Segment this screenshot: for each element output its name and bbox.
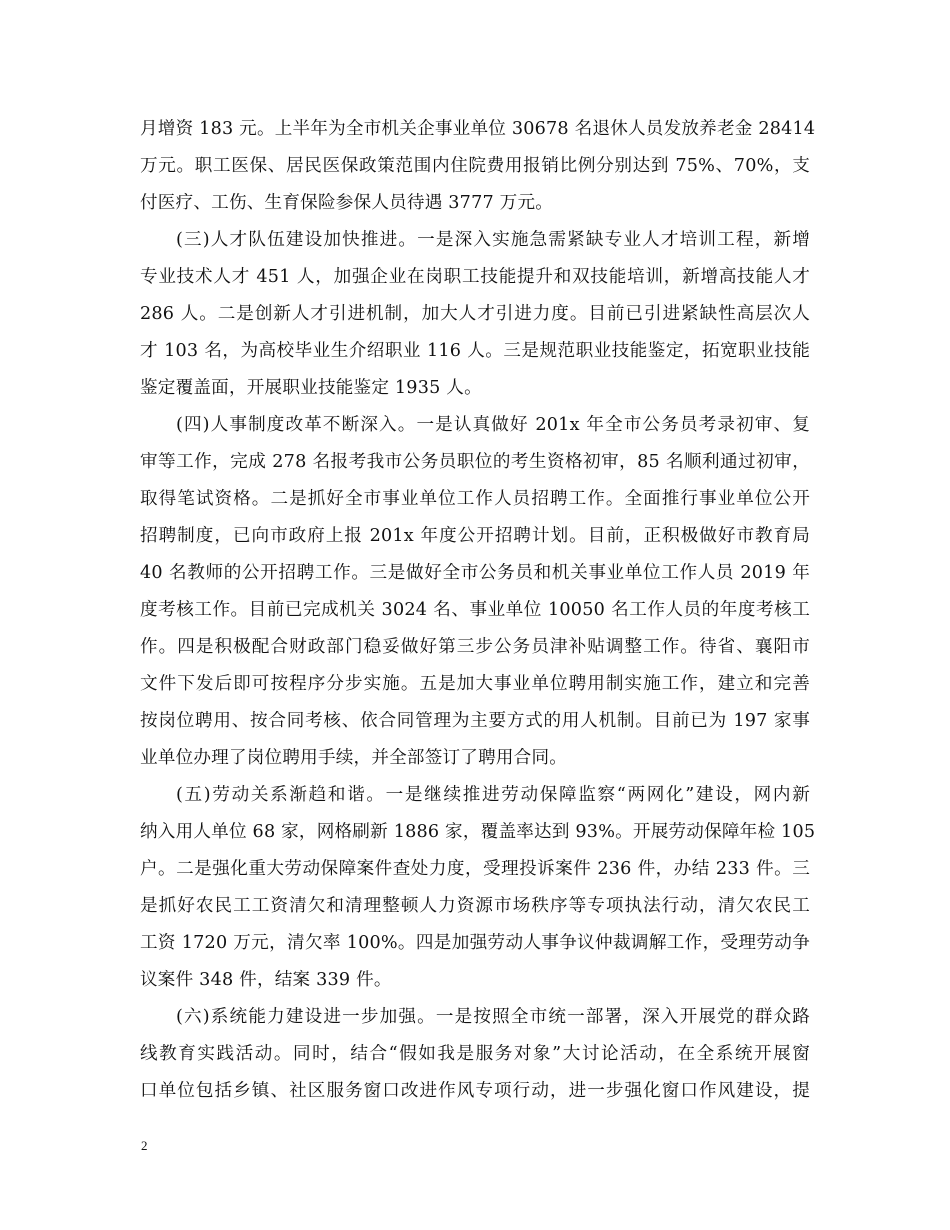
text-line: 万元。职工医保、居民医保政策范围内住院费用报销比例分别达到 75%、70%，支 [140,156,810,176]
text-line: 度考核工作。目前已完成机关 3024 名、事业单位 10050 名工作人员的年度考核工 [140,600,810,620]
text-line: 招聘制度，已向市政府上报 201x 年度公开招聘计划。目前，正积极做好市教育局 [140,526,810,546]
text-line: 按岗位聘用、按合同考核、依合同管理为主要方式的用人机制。目前已为 197 家事 [140,711,810,731]
text-line: 才 103 名，为高校毕业生介绍职业 116 人。三是规范职业技能鉴定，拓宽职业技能 [140,341,810,361]
text-line: 专业技术人才 451 人，加强企业在岗职工技能提升和双技能培训，新增高技能人才 [140,267,810,287]
text-line: 作。四是积极配合财政部门稳妥做好第三步公务员津补贴调整工作。待省、襄阳市 [140,637,810,657]
text-line: 取得笔试资格。二是抓好全市事业单位工作人员招聘工作。全面推行事业单位公开 [140,489,810,509]
text-line: 纳入用人单位 68 家，网格刷新 1886 家，覆盖率达到 93%。开展劳动保障年检 105 [140,822,816,842]
text-line: 文件下发后即可按程序分步实施。五是加大事业单位聘用制实施工作，建立和完善 [140,674,810,694]
text-line: 业单位办理了岗位聘用手续，并全部签订了聘用合同。 [140,748,568,768]
text-line: 是抓好农民工工资清欠和清理整顿人力资源市场秩序等专项执法行动，清欠农民工 [140,896,810,916]
paragraph-first-line: (四)人事制度改革不断深入。一是认真做好 201x 年全市公务员考录初审、复 [176,415,810,435]
text-line: 鉴定覆盖面，开展职业技能鉴定 1935 人。 [140,378,482,398]
page-number: 2 [141,1138,148,1153]
text-line: 工资 1720 万元，清欠率 100%。四是加强劳动人事争议仲裁调解工作，受理劳动争 [140,933,810,953]
text-line: 口单位包括乡镇、社区服务窗口改进作风专项行动，进一步强化窗口作风建设，提 [140,1081,810,1101]
text-line: 286 人。二是创新人才引进机制，加大人才引进力度。目前已引进紧缺性高层次人 [140,304,810,324]
paragraph-first-line: (三)人才队伍建设加快推进。一是深入实施急需紧缺专业人才培训工程，新增 [176,230,810,250]
text-line: 议案件 348 件，结案 339 件。 [140,970,392,990]
paragraph-first-line: (六)系统能力建设进一步加强。一是按照全市统一部署，深入开展党的群众路 [176,1007,810,1027]
text-line: 线教育实践活动。同时，结合“假如我是服务对象”大讨论活动，在全系统开展窗 [140,1044,810,1064]
text-line: 40 名教师的公开招聘工作。三是做好全市公务员和机关事业单位工作人员 2019 年 [140,563,810,583]
text-line: 户。二是强化重大劳动保障案件查处力度，受理投诉案件 236 件，办结 233 件。三 [140,859,810,879]
text-line: 付医疗、工伤、生育保险参保人员待遇 3777 万元。 [140,193,554,213]
text-line: 审等工作，完成 278 名报考我市公务员职位的考生资格初审，85 名顺利通过初审， [140,452,810,472]
text-line: 月增资 183 元。上半年为全市机关企事业单位 30678 名退休人员发放养老金 28414 [140,119,816,139]
paragraph-first-line: (五)劳动关系渐趋和谐。一是继续推进劳动保障监察“两网化”建设，网内新 [176,785,810,805]
